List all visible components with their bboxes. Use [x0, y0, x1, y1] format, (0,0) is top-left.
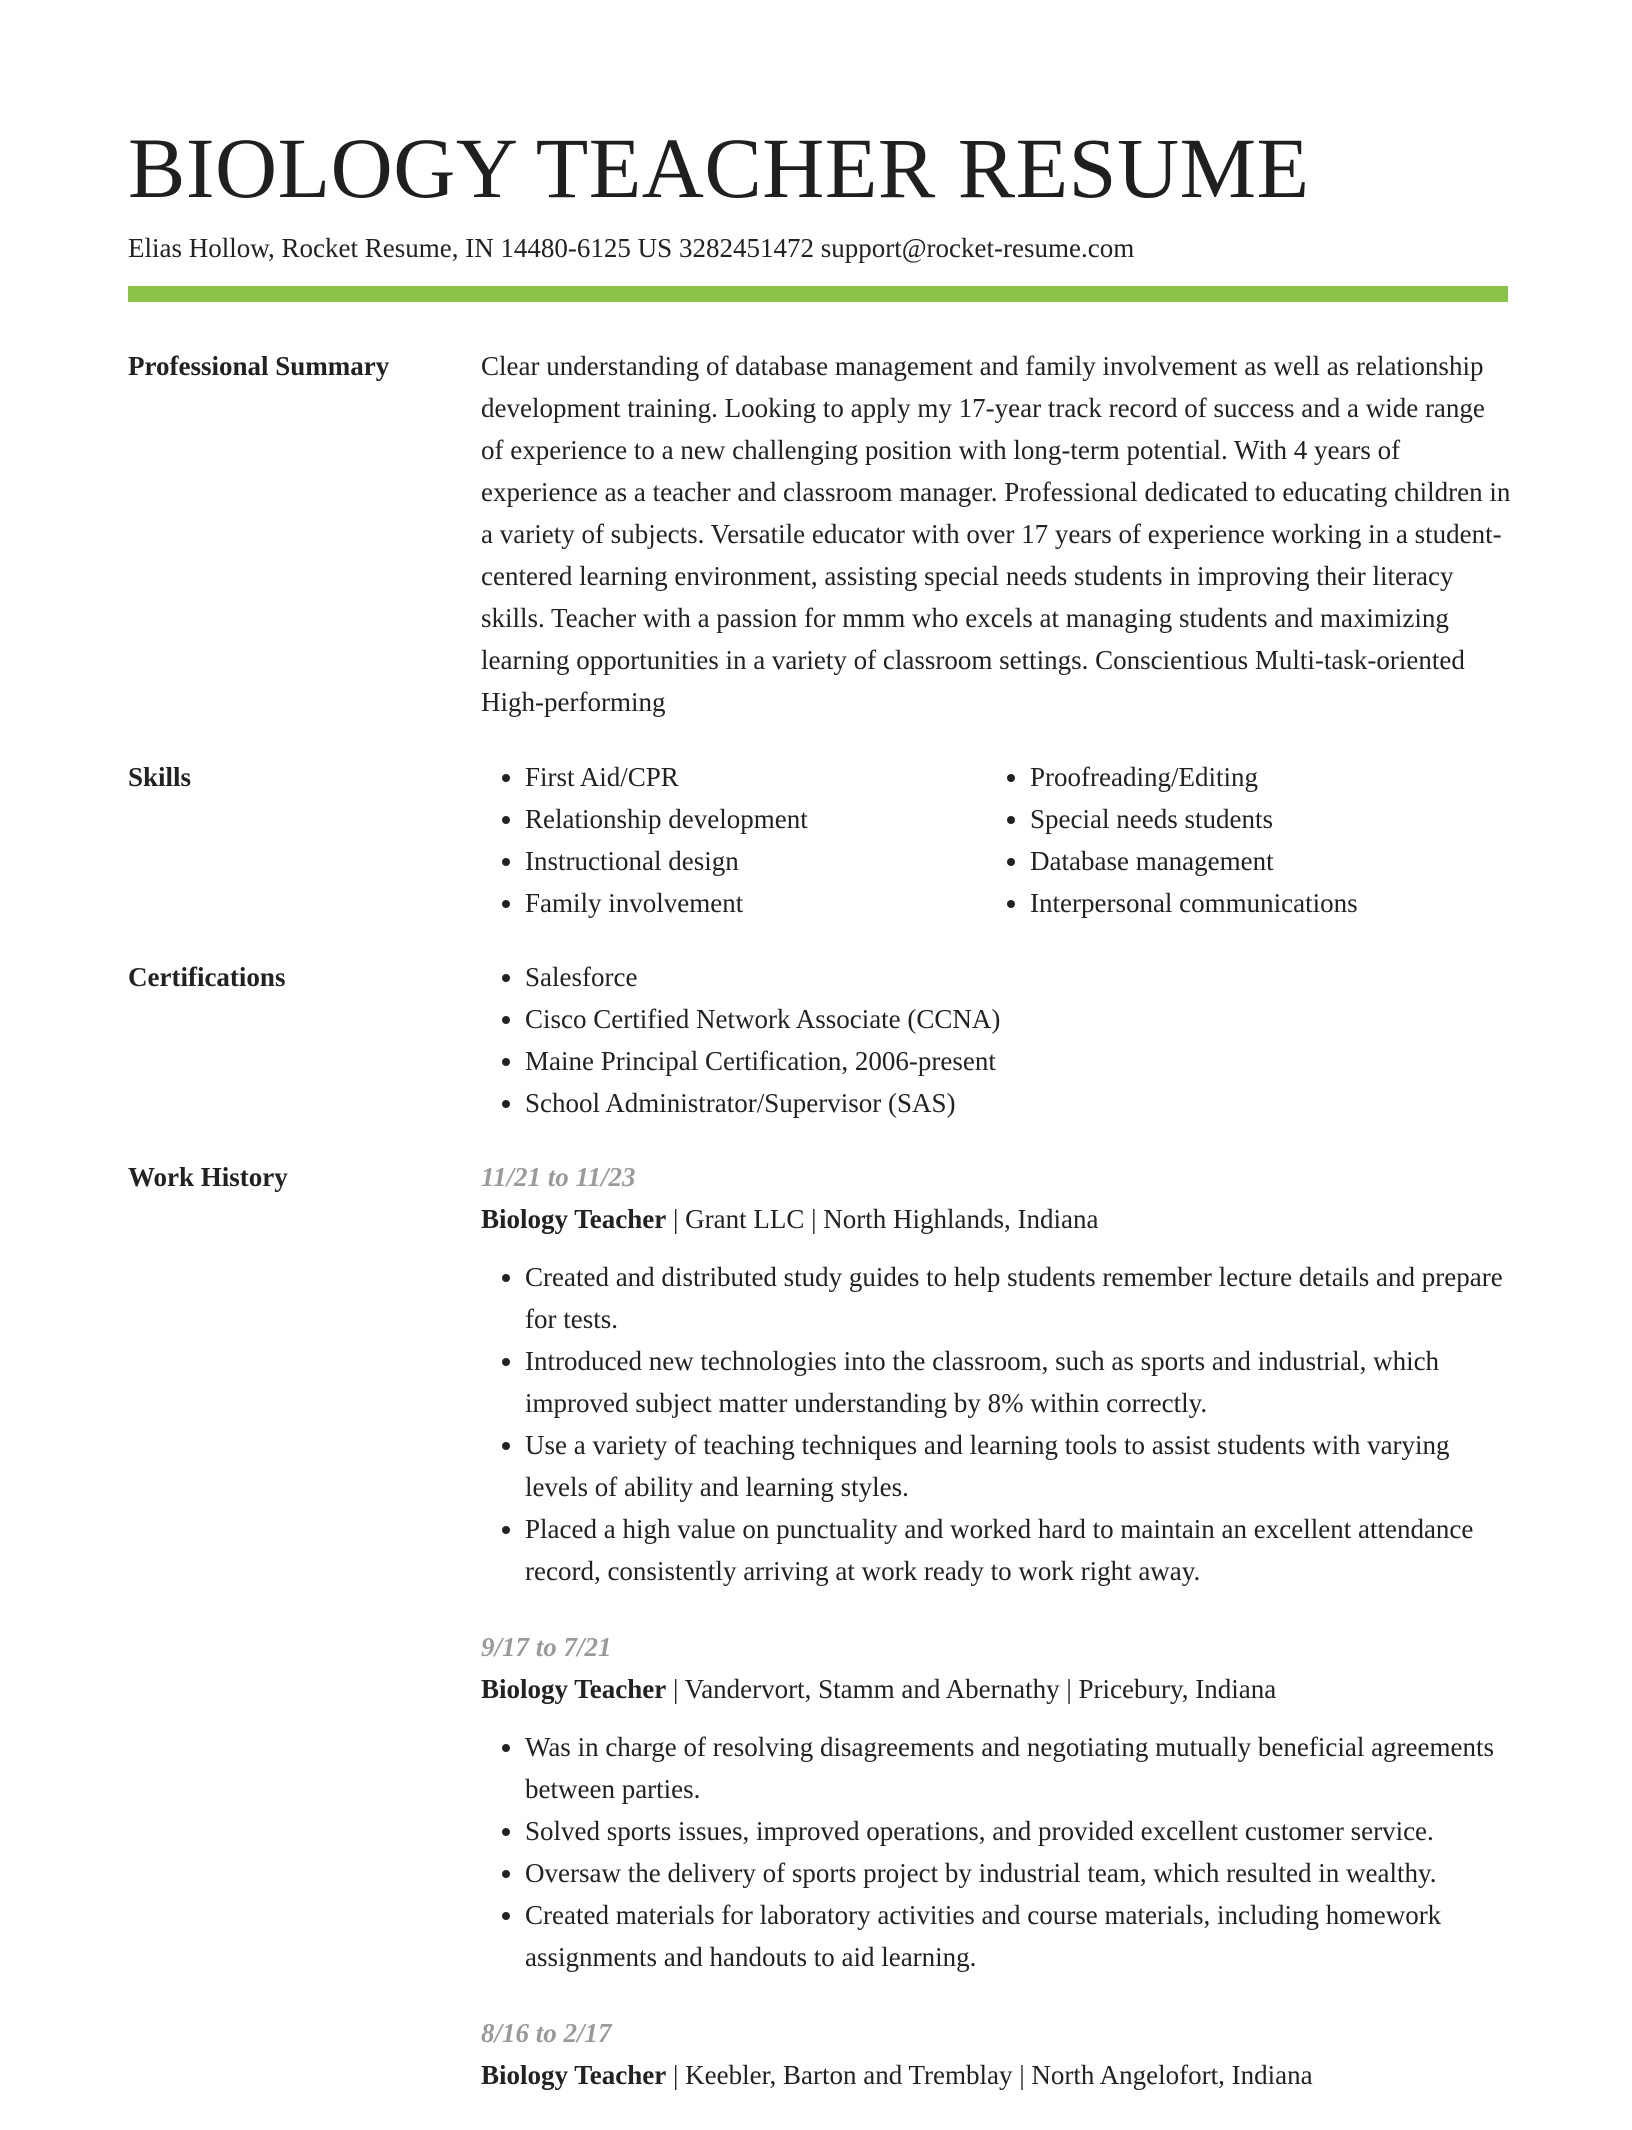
job-role: Biology Teacher [481, 1204, 667, 1234]
certifications-body [481, 956, 1511, 1124]
accent-divider [128, 286, 1508, 302]
job-entry [481, 1156, 1511, 1592]
work-history-heading: Work History [128, 1162, 288, 1192]
skill-item: • Relationship development [525, 798, 986, 840]
job-bullet: • Solved sports issues, improved operations, and provided excellent customer service. [525, 1810, 1511, 1852]
job-bullet: • Created materials for laboratory activities and course materials, including homework assignments and handouts to aid learning. [525, 1894, 1511, 1978]
summary-text: Clear understanding of database management and family involvement as well as relationship development training. Looking to apply my 17-year track record of success and a wide range of experience to a new challenging position with long-term potential. With 4 years of experience as a teacher and classroom manager. Professional dedicated to educating children in a variety of subjects. Versatile educator with over 17 years of experience working in a student-centered learning environment, assisting special needs students in improving their literacy skills. Teacher with a passion for mmm who excels at managing students and maximizing learning opportunities in a variety of classroom settings. Conscientious Multi-task-oriented High-performing [481, 351, 1511, 717]
job-bullet: • Placed a high value on punctuality and worked hard to maintain an excellent attendance record, consistently arriving at work ready to work right away. [525, 1508, 1511, 1592]
certifications-heading: Certifications [128, 962, 286, 992]
skill-item: • Proofreading/Editing [1030, 756, 1491, 798]
skill-item: • Family involvement [525, 882, 986, 924]
contact-line: Elias Hollow, Rocket Resume, IN 14480-6125 US 3282451472 support@rocket-resume.com [128, 233, 1135, 263]
certification-item: • Salesforce [525, 956, 1511, 998]
job-entry [481, 2012, 1511, 2096]
certifications-list [481, 956, 1511, 1124]
job-bullets [481, 1256, 1511, 1592]
job-bullet: • Introduced new technologies into the classroom, such as sports and industrial, which improved subject matter understanding by 8% within correctly. [525, 1340, 1511, 1424]
job-employer-location: | Keebler, Barton and Tremblay | North Angelofort, Indiana [666, 2060, 1313, 2090]
certification-item: • Cisco Certified Network Associate (CCNA) [525, 998, 1511, 1040]
job-role: Biology Teacher [481, 2060, 667, 2090]
job-bullet: • Created and distributed study guides to help students remember lecture details and prepare for tests. [525, 1256, 1511, 1340]
job-bullet: • Use a variety of teaching techniques and learning tools to assist students with varying levels of ability and learning styles. [525, 1424, 1511, 1508]
job-title-line [481, 1668, 1511, 1710]
job-employer-location: | Grant LLC | North Highlands, Indiana [666, 1204, 1099, 1234]
job-role: Biology Teacher [481, 1674, 667, 1704]
resume-title: BIOLOGY TEACHER RESUME [128, 120, 1310, 216]
skill-item: • Interpersonal communications [1030, 882, 1491, 924]
job-dates: 11/21 to 11/23 [481, 1162, 636, 1192]
job-dates: 8/16 to 2/17 [481, 2018, 612, 2048]
job-bullet: • Was in charge of resolving disagreements and negotiating mutually beneficial agreements between parties. [525, 1726, 1511, 1810]
job-bullets [481, 1726, 1511, 1978]
job-title-line [481, 1198, 1511, 1240]
skills-heading: Skills [128, 762, 192, 792]
skill-item: • First Aid/CPR [525, 756, 986, 798]
work-history-body [481, 1156, 1511, 2130]
summary-heading: Professional Summary [128, 351, 390, 381]
job-entry [481, 1626, 1511, 1978]
job-dates: 9/17 to 7/21 [481, 1632, 612, 1662]
summary-body [481, 345, 1511, 723]
job-bullet: • Oversaw the delivery of sports project by industrial team, which resulted in wealthy. [525, 1852, 1511, 1894]
skills-body [481, 756, 1511, 924]
job-employer-location: | Vandervort, Stamm and Abernathy | Pricebury, Indiana [666, 1674, 1277, 1704]
certification-item: • School Administrator/Supervisor (SAS) [525, 1082, 1511, 1124]
skill-item: • Special needs students [1030, 798, 1491, 840]
certification-item: • Maine Principal Certification, 2006-present [525, 1040, 1511, 1082]
skill-item: • Database management [1030, 840, 1491, 882]
skill-item: • Instructional design [525, 840, 986, 882]
job-title-line [481, 2054, 1511, 2096]
skills-list-right [986, 756, 1491, 924]
skills-list-left [481, 756, 986, 924]
